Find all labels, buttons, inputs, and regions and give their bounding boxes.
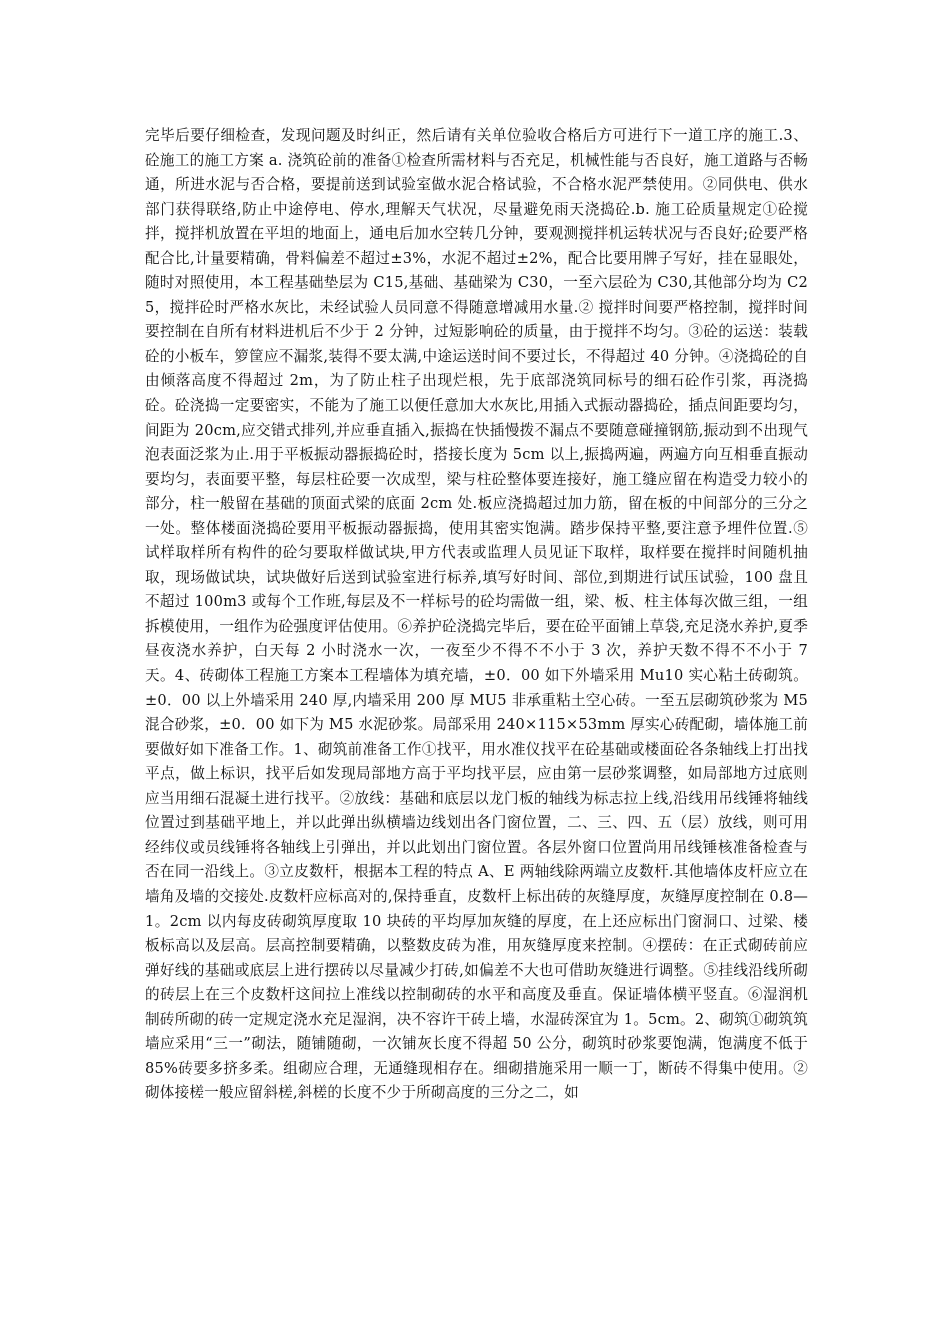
document-page [145, 124, 808, 1224]
body-paragraph: 完毕后要仔细检查，发现问题及时纠正，然后请有关单位验收合格后方可进行下一道工序的施工.3、砼施工的施工方案 a. 浇筑砼前的准备①检查所需材料与否充足，机械性能与否良好，施工道路与否畅通，所进水泥与否合格，要提前送到试验室做水泥合格试验，不合格水泥严禁使用。②同供电、供水部门获得联络,防止中途停电、停水,理解天气状况，尽量避免雨天浇捣砼.b. 施工砼质量规定①砼搅拌，搅拌机放置在平坦的地面上，通电后加水空转几分钟，要观测搅拌机运转状况与否良好;砼要严格配合比,计量要精确，骨料偏差不超过±3%，水泥不超过±2%，配合比要用牌子写好，挂在显眼处，随时对照使用，本工程基础垫层为 C15,基础、基础梁为 C30，一至六层砼为 C30,其他部分均为 C25，搅拌砼时严格水灰比，未经试验人员同意不得随意增减用水量.② 搅拌时间要严格控制，搅拌时间要控制在自所有材料进机后不少于 2 分钟，过短影响砼的质量，由于搅拌不均匀。③砼的运送：装载砼的小板车，箩筐应不漏浆,装得不要太满,中途运送时间不要过长，不得超过 40 分钟。④浇捣砼的自由倾落高度不得超过 2m，为了防止柱子出现烂根，先于底部浇筑同标号的细石砼作引浆，再浇捣砼。砼浇捣一定要密实，不能为了施工以便任意加大水灰比,用插入式振动器捣砼，插点间距要均匀，间距为 20cm,应交错式排列,并应垂直插入,振捣在快插慢拨不漏点不要随意碰撞钢筋,振动到不出现气泡表面泛浆为止.用于平板振动器振捣砼时，搭接长度为 5cm 以上,振捣两遍，两遍方向互相垂直振动要均匀，表面要平整，每层柱砼要一次成型，梁与柱砼整体要连接好，施工缝应留在构造受力较小的部分，柱一般留在基础的顶面式梁的底面 2cm 处.板应浇捣超过加力筋，留在板的中间部分的三分之一处。整体楼面浇捣砼要用平板振动器振捣，使用其密实饱满。踏步保持平整,要注意予埋件位置.⑤ 试样取样所有构件的砼匀要取样做试块,甲方代表或监理人员见证下取样，取样要在搅拌时间随机抽取，现场做试块，试块做好后送到试验室进行标养,填写好时间、部位,到期进行试压试验，100 盘且不超过 100m3 或每个工作班,每层及不一样标号的砼均需做一组，梁、板、柱主体每次做三组，一组拆模使用，一组作为砼强度评估使用。⑥养护砼浇捣完毕后，要在砼平面铺上草袋,充足浇水养护,夏季昼夜浇水养护，白天每 2 小时浇水一次，一夜至少不得不不小于 3 次，养护天数不得不不小于 7 天。4、砖砌体工程施工方案本工程墙体为填充墙，±0．00 如下外墙采用 Mu10 实心粘土砖砌筑。±0．00 以上外墙采用 240 厚,内墙采用 200 厚 MU5 非承重粘土空心砖。一至五层砌筑砂浆为 M5 混合砂浆，±0．00 如下为 M5 水泥砂浆。局部采用 240×115×53mm 厚实心砖配砌，墙体施工前要做好如下准备工作。1、砌筑前准备工作①找平，用水准仪找平在砼基础或楼面砼各条轴线上打出找平点，做上标识，找平后如发现局部地方高于平均找平层，应由第一层砂浆调整，如局部地方过底则应当用细石混凝土进行找平。②放线：基础和底层以龙门板的轴线为标志拉上线,沿线用吊线锤将轴线位置过到基础平地上，并以此弹出纵横墙边线划出各门窗位置，二、三、四、五（层）放线，则可用经纬仪或员线锤将各轴线上引弹出，并以此划出门窗位置。各层外窗口位置尚用吊线锤核准备检查与否在同一沿线上。③立皮数杆，根据本工程的特点 A、E 两轴线除两端立皮数杆.其他墙体皮杆应立在墙角及墙的交接处.皮数杆应标高对的,保持垂直，皮数杆上标出砖的灰缝厚度，灰缝厚度控制在 0.8—1。2cm 以内每皮砖砌筑厚度取 10 块砖的平均厚加灰缝的厚度，在上还应标出门窗洞口、过梁、楼板标高以及层高。层高控制要精确，以整数皮砖为准，用灰缝厚度来控制。④摆砖：在正式砌砖前应弹好线的基础或底层上进行摆砖以尽量减少打砖,如偏差不大也可借助灰缝进行调整。⑤挂线沿线所砌的砖层上在三个皮数杆这间拉上准线以控制砌砖的水平和高度及垂直。保证墙体横平竖直。⑥湿润机制砖所砌的砖一定规定浇水充足湿润，决不容许干砖上墙，水湿砖深宜为 1。5cm。2、砌筑①砌筑筑墙应采用“三一”砌法，随铺随砌，一次铺灰长度不得超 50 公分，砌筑时砂浆要饱满，饱满度不低于 85%砖要多挤多柔。组砌应合理，无通缝现相存在。细砌措施采用一顺一丁，断砖不得集中使用。②砌体接槎一般应留斜槎,斜槎的长度不少于所砌高度的三分之二，如 [145, 127, 808, 1102]
